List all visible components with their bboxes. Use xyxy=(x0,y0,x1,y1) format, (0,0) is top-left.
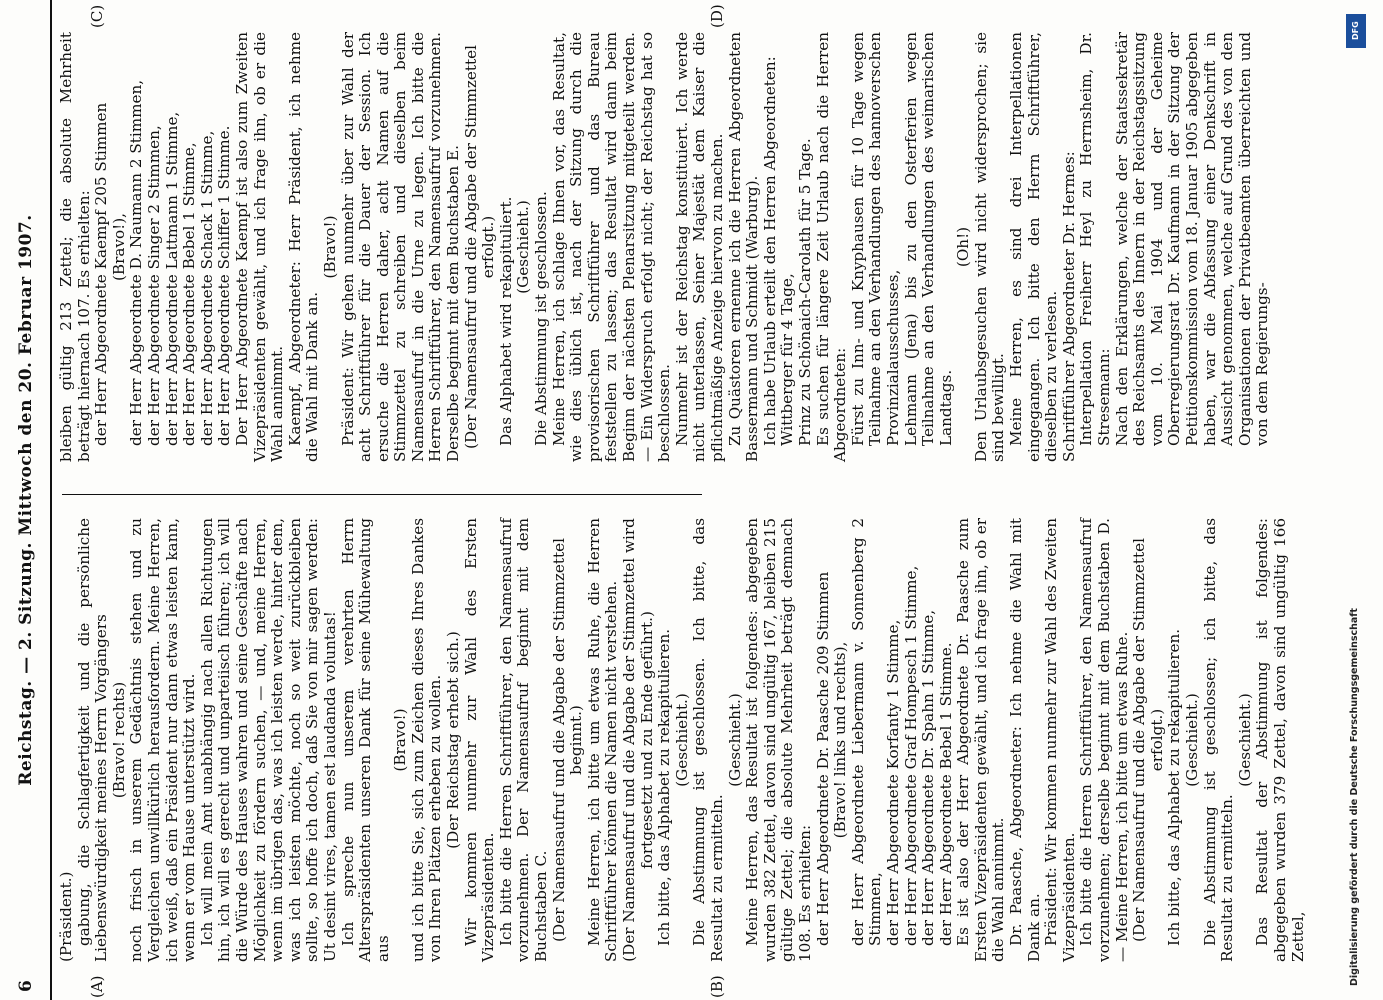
left-column xyxy=(57,518,1307,962)
margin-mark-c: (C) xyxy=(88,4,106,28)
vote-result: der Herr Abgeordnete Lattmann 1 Stimme, xyxy=(162,111,181,446)
paragraph: Das Alphabet wird rekapituliert. xyxy=(496,196,515,446)
running-title: Reichstag. — 2. Sitzung. Mittwoch den 20. Februar 1907. xyxy=(16,214,36,786)
stage-direction: (Der Namensaufruf und die Abgabe der Stimmzettel erfolgt.) xyxy=(461,45,498,449)
speaker-paragraph: Präsident: Wir kommen nunmehr zur Wahl des Zweiten Vizepräsidenten. xyxy=(1042,518,1078,962)
vote-result: der Herr Abgeordnete Schiffer 1 Stimme. xyxy=(215,125,234,446)
paragraph: noch frisch in unserem Gedächtnis stehen und zu Vergleichen unwillkürlich herausfordern. Meine Herren, ich weiß, daß ein Präsident nur dann etwas leisten kann, wenn er vom Hause unterstützt wird. xyxy=(127,518,199,962)
stage-direction: (Der Namensaufruf und die Abgabe der Stimmzettel erfolgt.) xyxy=(1130,538,1166,942)
vote-result: der Herr Abgeordnete Graf Hompesch 1 Stimme, xyxy=(901,565,920,946)
paragraph: Ich bitte die Herren Schriftführer, den Namensaufruf vorzunehmen. Der Namensaufruf beginnt mit dem Buchstaben C. xyxy=(496,518,551,962)
interjection: (Bravo!) xyxy=(320,215,339,279)
right-column xyxy=(57,32,1272,462)
paragraph: bleiben gültig 213 Zettel; die absolute Mehrheit beträgt hiernach 107. Es erhielten: xyxy=(57,32,93,462)
margin-mark-b: (B) xyxy=(708,975,726,998)
leave-entry: Wittberger für 4 Tage, xyxy=(778,273,797,446)
speaker-line: Schriftführer Abgeordneter Dr. Hermes: xyxy=(1059,151,1078,462)
vote-result: der Herr Abgeordnete Bebel 1 Stimme, xyxy=(180,142,199,446)
vote-result: der Herr Abgeordnete Dr. Paasche 209 Stimmen xyxy=(813,571,832,946)
stage-direction: (Geschieht.) xyxy=(725,693,744,787)
paragraph: Die Abstimmung ist geschlossen. xyxy=(532,191,551,446)
interjection: (Bravo!) xyxy=(391,708,410,772)
paragraph: Ich bitte, das Alphabet zu rekapitulieren. xyxy=(1165,628,1184,946)
vote-result: der Herr Abgeordnete Singer 2 Stimmen, xyxy=(144,125,163,446)
paragraph: und ich bitte Sie, sich zum Zeichen dieses Ihres Dankes von Ihren Plätzen erheben zu wollen. xyxy=(408,518,445,962)
interpellation-title: Interpellation Freiherr Heyl zu Herrnsheim, Dr. Stresemann: xyxy=(1077,32,1114,446)
paragraph: Die Abstimmung ist geschlossen; ich bitte, das Resultat zu ermitteln. xyxy=(1200,518,1237,962)
vote-result: der Herr Abgeordnete Bebel 1 Stimme. xyxy=(936,642,955,946)
digitization-sidebar xyxy=(1340,8,1374,992)
paragraph: Der Herr Abgeordnete Kaempf ist also zum Zweiten Vizepräsidenten gewählt, und ich frage ihn, ob er die Wahl annimmt. xyxy=(232,32,287,462)
paragraph: Zu Quästoren ernenne ich die Herren Abgeordneten Bassermann und Schmidt (Warburg). xyxy=(725,32,762,462)
paragraph: Es ist also der Herr Abgeordnete Dr. Paasche zum Ersten Vizepräsidenten gewählt, und ich frage ihn, ob er die Wahl annimmt. xyxy=(954,518,1008,962)
vote-result: der Herr Abgeordnete Dr. Spahn 1 Stimme, xyxy=(919,609,938,946)
paragraph: Ich bitte die Herren Schriftführer, den Namensaufruf vorzunehmen; derselbe beginnt mit dem Buchstaben D. — Meine Herren, ich bitte um etwas Ruhe. xyxy=(1077,518,1131,962)
stage-direction: (Geschieht.) xyxy=(514,200,533,294)
vote-result: der Herr Abgeordnete Kaempf 205 Stimmen xyxy=(92,102,111,446)
paragraph: Ich bitte, das Alphabet zu rekapitulieren. xyxy=(655,628,674,946)
interjection: (Bravo! rechts) xyxy=(109,681,128,799)
interpellation-text: Nach den Erklärungen, welche der Staatssekretär des Reichsamts des Innern in der Reichstagssitzung vom 10. Mai 1904 und der Geheime Oberregierungsrat Dr. Kaufmann in der Sitzung der Petitionskommission vom 18. Januar 1905 abgegeben haben, war die Abfassung einer Denkschrift in Aussicht genommen, welche auf Grund des von den Organisationen der Privatbeamten überreichten und von dem Regierungs- xyxy=(1112,32,1272,446)
stage-direction: (Geschieht.) xyxy=(1183,693,1201,787)
leave-entry: Lehmann (Jena) bis zu den Osterferien wegen Teilnahme an den Verhandlungen des weimarischen Landtags. xyxy=(901,32,955,446)
page-number: 6 xyxy=(16,980,36,992)
stage-direction: (Geschieht.) xyxy=(1235,693,1254,787)
column-divider xyxy=(62,494,702,495)
interjection: (Bravo!), xyxy=(109,213,128,281)
paragraph: Meine Herren, das Resultat ist folgendes: abgegeben wurden 382 Zettel, davon sind ungültig 167, bleiben 215 gültige Zettel; die absolute Mehrheit beträgt demnach 108. Es erhielten: xyxy=(743,518,814,962)
vote-result: der Herr Abgeordnete Liebermann v. Sonnenberg 2 Stimmen, xyxy=(848,518,885,946)
paragraph: Meine Herren, ich schlage Ihnen vor, das Resultat, wie dies üblich ist, nach der Sitzung durch die provisorischen Schriftführer und das Bureau feststellen zu lassen; das Resultat wird dann beim Beginn der nächsten Plenarsitzung mitgeteilt werden. — Ein Widerspruch erfolgt nicht; der Reichstag hat so beschlossen. xyxy=(549,32,674,462)
speaker-paragraph: Kaempf, Abgeordneter: Herr Präsident, ich nehme die Wahl mit Dank an. xyxy=(285,32,322,462)
stage-direction: (Geschieht.) xyxy=(672,693,691,787)
header-rule xyxy=(50,0,52,1000)
speaker-paragraph: Präsident: Wir gehen nunmehr über zur Wahl der acht Schriftführer für die Dauer der Session. Ich ersuche die Herren daher, acht Namen auf die Stimmzettel zu schreiben und dieselben beim Namensaufruf in die Urne zu legen. Ich bitte die Herren Schriftführer, den Namensaufruf vorzunehmen. Derselbe beginnt mit dem Buchstaben E. xyxy=(338,32,463,462)
paragraph: Die Abstimmung ist geschlossen. Ich bitte, das Resultat zu ermitteln. xyxy=(690,518,726,962)
speaker-paragraph: Dr. Paasche, Abgeordneter: Ich nehme die Wahl mit Dank an. xyxy=(1007,518,1043,962)
leave-entry: Prinz zu Schönaich-Carolath für 5 Tage. xyxy=(795,138,814,446)
paragraph: Den Urlaubsgesuchen wird nicht widersprochen; sie sind bewilligt. xyxy=(971,32,1008,462)
stage-direction: (Der Namensaufruf und die Abgabe der Stimmzettel beginnt.) xyxy=(549,538,586,942)
paragraph: Ich spreche nun unserem verehrten Herrn Alterspräsidenten unseren Dank für seine Mühewaltung aus xyxy=(338,518,392,962)
page-header xyxy=(6,0,46,1000)
paragraph: Ich habe Urlaub erteilt den Herren Abgeordneten: xyxy=(760,56,779,446)
margin-mark-d: (D) xyxy=(708,4,726,28)
interjection: (Oh!) xyxy=(954,226,973,268)
interjection: (Bravo! links und rechts), xyxy=(831,641,850,839)
paragraph: Nunmehr ist der Reichstag konstituiert. Ich werde nicht unterlassen, Seiner Majestät dem Kaiser die pflichtmäßige Anzeige hiervon zu machen. xyxy=(672,32,726,462)
margin-mark-a: (A) xyxy=(88,975,106,998)
paragraph: Ich will mein Amt unabhängig nach allen Richtungen hin, ich will es gerecht und unparteiisch führen; ich will die Würde des Hauses wahren und seine Geschäfte nach Möglichkeit zu fördern suchen, — und, meine Herren, wenn im übrigen das, was ich leisten werde, hinter dem, was ich leisten möchte, noch so weit zurückbleiben sollte, so hoffe ich doch, daß Sie von mir sagen werden: Ut desint vires, tamen est laudanda voluntas! xyxy=(197,518,339,962)
vote-result: der Herr Abgeordnete D. Naumann 2 Stimmen, xyxy=(127,79,146,446)
stage-direction: (Der Namensaufruf und die Abgabe der Stimmzettel wird fortgesetzt und zu Ende geführt.) xyxy=(620,518,656,962)
stage-direction: (Der Reichstag erhebt sich.) xyxy=(444,631,463,849)
paragraph: gabung, die Schlagfertigkeit und die persönliche Liebenswürdigkeit meines Herrn Vorgängers xyxy=(74,518,111,962)
vote-result: der Herr Abgeordnete Schack 1 Stimme, xyxy=(197,130,216,446)
paragraph: Wir kommen nunmehr zur Wahl des Ersten Vizepräsidenten. xyxy=(461,518,498,962)
paragraph: Meine Herren, es sind drei Interpellationen eingegangen. Ich bitte den Herrn Schriftführer, dieselben zu verlesen. xyxy=(1007,32,1061,462)
leave-entry: Fürst zu Inn- und Knyphausen für 10 Tage wegen Teilnahme an den Verhandlungen des hannoverschen Provinzialausschusses, xyxy=(848,32,902,446)
paragraph: Meine Herren, ich bitte um etwas Ruhe, die Herren Schriftführer können die Namen nicht verstehen. xyxy=(584,518,621,962)
dfg-logo: DFG xyxy=(1346,14,1366,48)
paragraph: (Präsident.) xyxy=(57,871,75,962)
paragraph: Das Resultat der Abstimmung ist folgendes: abgegeben wurden 379 Zettel, davon sind ungültig 166 Zettel, xyxy=(1253,518,1307,962)
paragraph: Es suchen für längere Zeit Urlaub nach die Herren Abgeordneten: xyxy=(813,32,850,462)
vote-result: der Herr Abgeordnete Korfanty 1 Stimme, xyxy=(883,619,902,946)
digitization-note: Digitalisierung gefördert durch die Deutsche Forschungsgemeinschaft xyxy=(1349,608,1360,986)
